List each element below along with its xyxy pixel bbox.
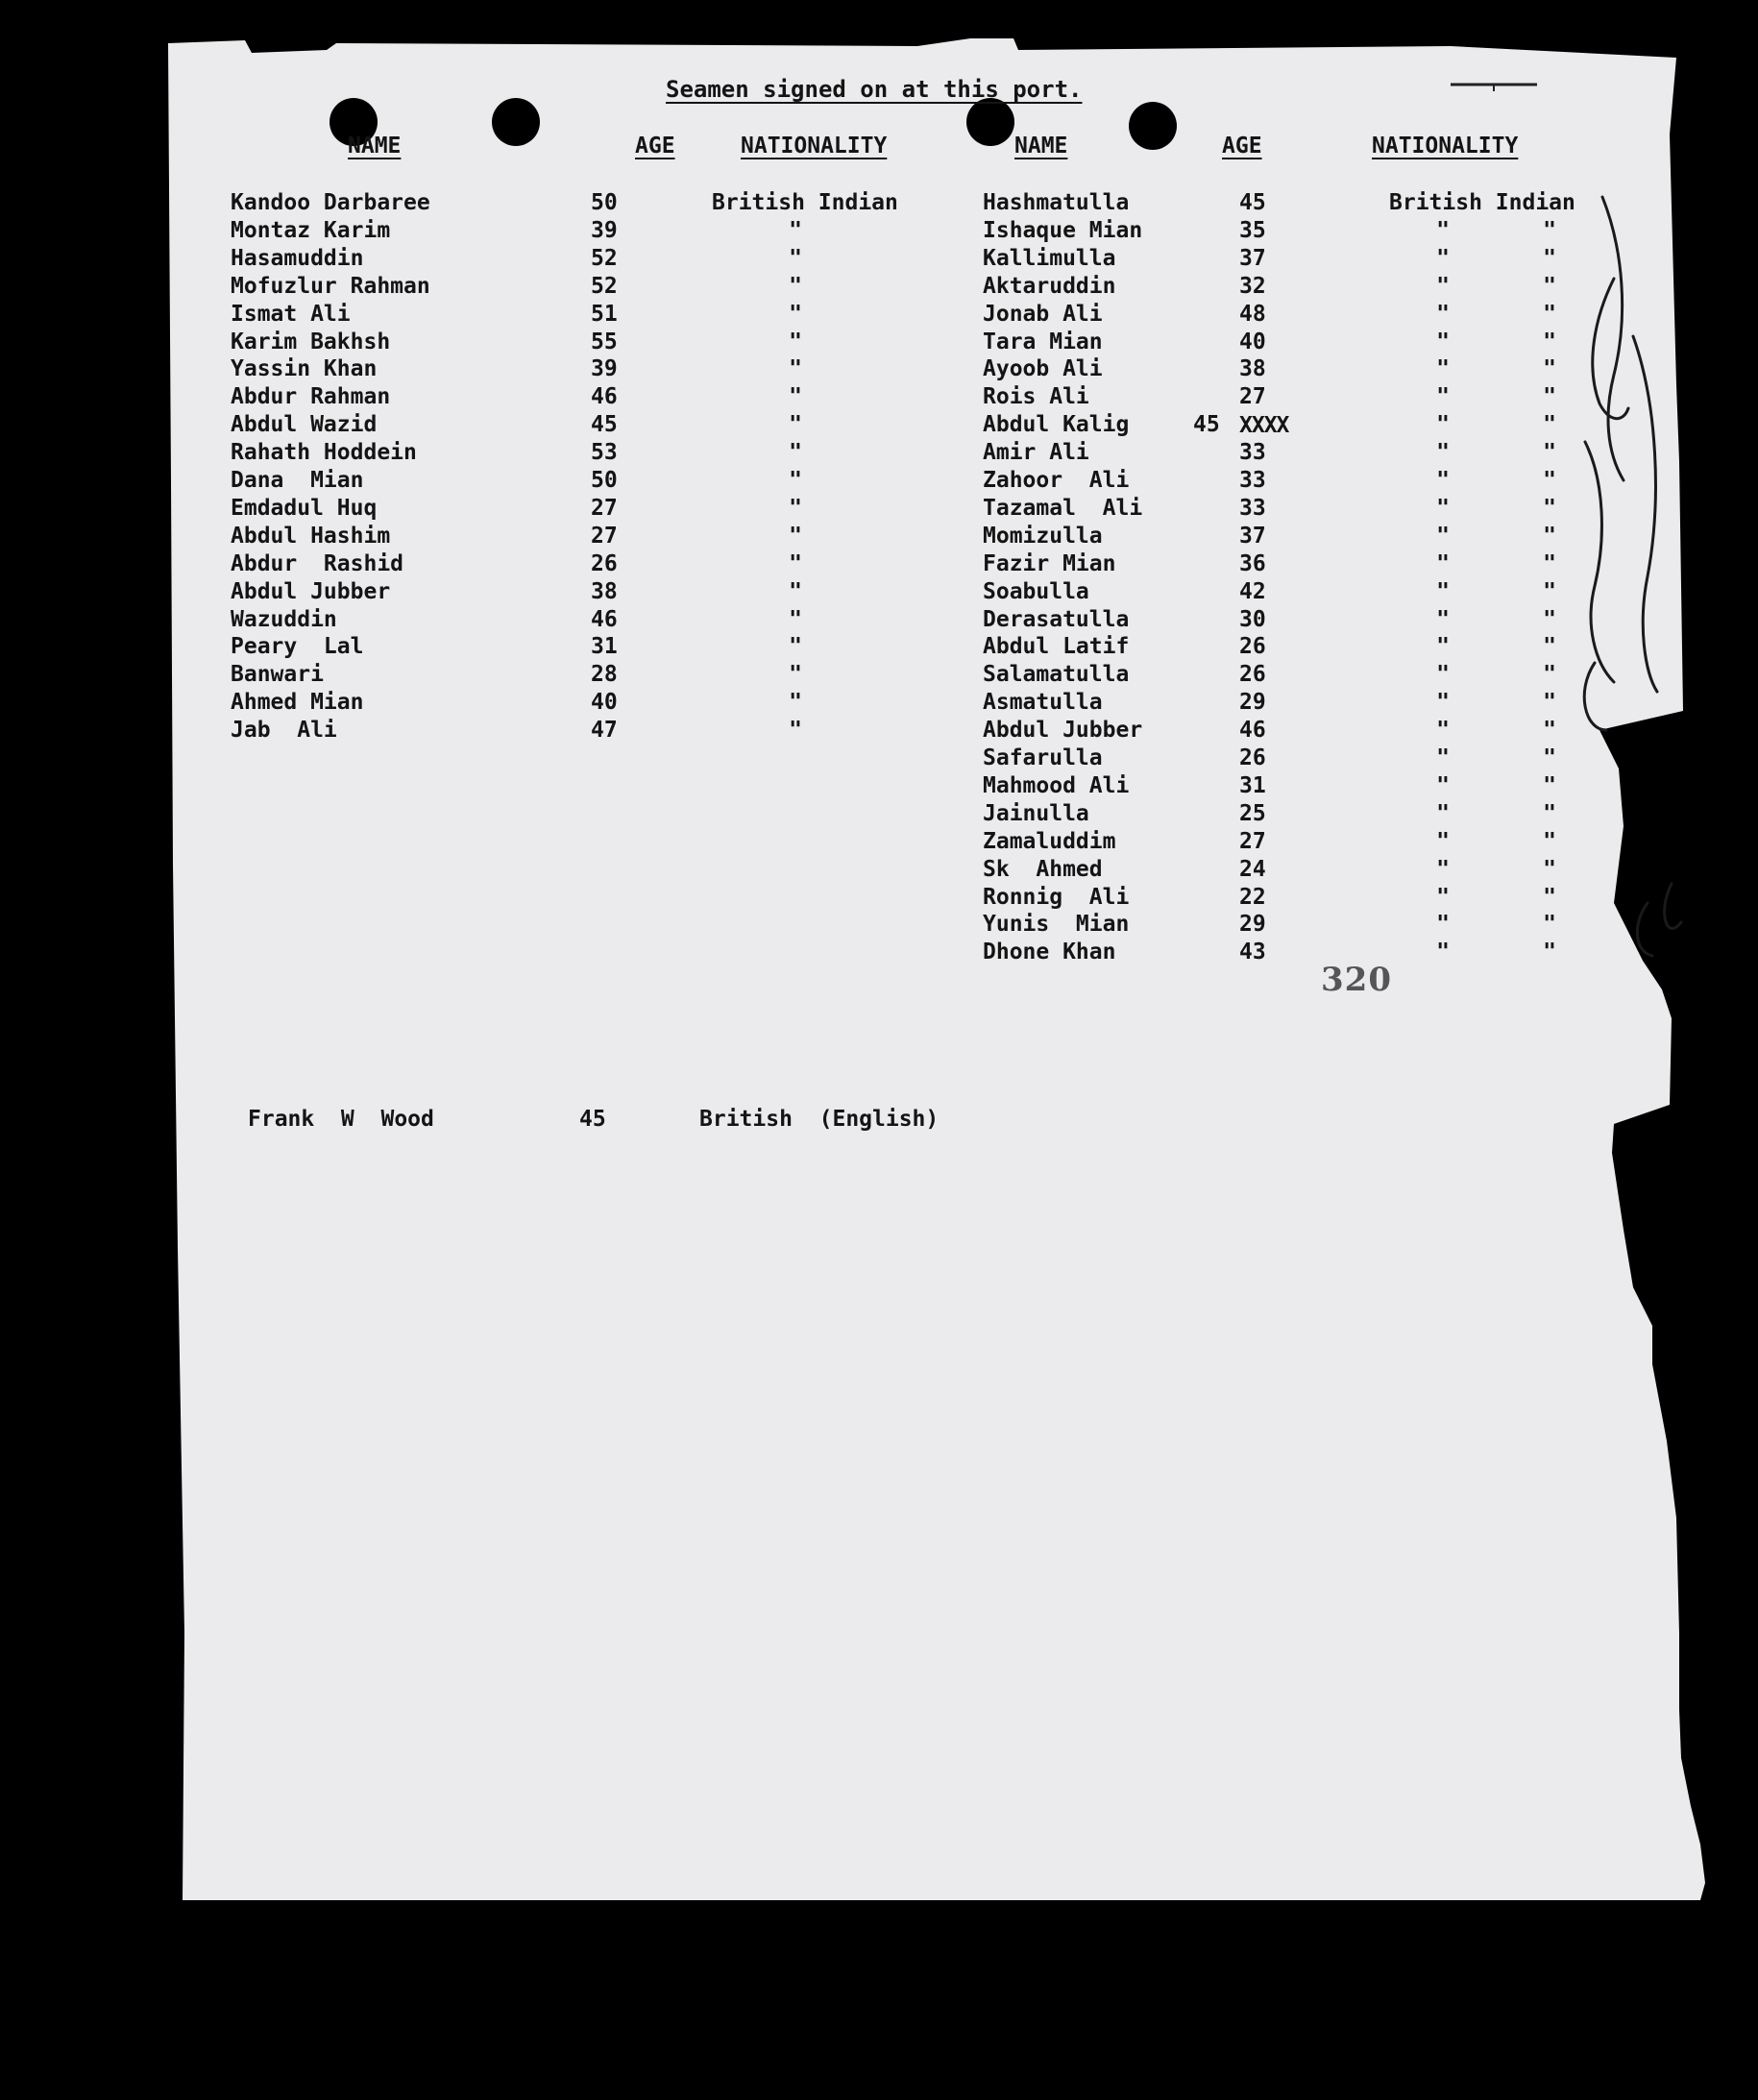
right-seaman-name: Soabulla (983, 579, 1089, 604)
right-seaman-name: Tara Mian (983, 330, 1103, 354)
left-seaman-age: 50 (591, 468, 618, 493)
right-nationality-ditto: " (1436, 384, 1450, 409)
right-seaman-age: 45 (1193, 412, 1220, 437)
left-nationality-ditto: " (789, 330, 802, 354)
left-seaman-age: 51 (591, 302, 618, 327)
right-nationality-ditto: " (1436, 718, 1450, 743)
left-seaman-name: Wazuddin (231, 607, 337, 632)
left-seaman-age: 50 (591, 190, 618, 215)
right-seaman-name: Jonab Ali (983, 302, 1103, 327)
left-seaman-age: 26 (591, 551, 618, 576)
left-nationality-ditto: " (789, 662, 802, 687)
right-nationality-ditto: " (1543, 607, 1556, 632)
right-seaman-age: 35 (1239, 218, 1266, 243)
right-seaman-name: Mahmood Ali (983, 773, 1130, 798)
left-seaman-age: 39 (591, 356, 618, 381)
right-seaman-age: 31 (1239, 773, 1266, 798)
extra-seaman-nationality: British (English) (699, 1107, 940, 1132)
right-nationality-ditto: " (1543, 496, 1556, 521)
right-nationality-ditto: " (1543, 468, 1556, 493)
left-seaman-age: 40 (591, 690, 618, 715)
right-seaman-name: Momizulla (983, 524, 1103, 549)
left-seaman-age: 47 (591, 718, 618, 743)
left-nationality-ditto: " (789, 718, 802, 743)
left-seaman-name: Rahath Hoddein (231, 440, 417, 465)
left-seaman-age: 55 (591, 330, 618, 354)
right-seaman-age: 46 (1239, 718, 1266, 743)
left-nationality-ditto: " (789, 302, 802, 327)
right-seaman-age: 33 (1239, 496, 1266, 521)
right-seaman-name: Hashmatulla (983, 190, 1130, 215)
right-nationality-ditto: " (1436, 440, 1450, 465)
right-nationality-ditto: " (1436, 274, 1450, 299)
left-nationality-ditto: " (789, 634, 802, 659)
right-nationality-ditto: " (1543, 912, 1556, 937)
right-seaman-age: 36 (1239, 551, 1266, 576)
right-seaman-age: 26 (1239, 634, 1266, 659)
right-nationality-ditto: " (1436, 246, 1450, 271)
right-seaman-age: 43 (1239, 940, 1266, 965)
left-seaman-name: Abdur Rahman (231, 384, 391, 409)
right-seaman-name: Sk Ahmed (983, 857, 1103, 882)
right-seaman-age: 33 (1239, 440, 1266, 465)
right-nationality-ditto: " (1436, 745, 1450, 770)
right-seaman-age: 32 (1239, 274, 1266, 299)
right-seaman-name: Yunis Mian (983, 912, 1130, 937)
left-seaman-age: 46 (591, 607, 618, 632)
left-seaman-name: Emdadul Huq (231, 496, 378, 521)
right-nationality-ditto: " (1543, 857, 1556, 882)
right-seaman-name: Derasatulla (983, 607, 1130, 632)
right-nationality-ditto: " (1436, 551, 1450, 576)
right-nationality-ditto: " (1543, 634, 1556, 659)
right-seaman-name: Ronnig Ali (983, 885, 1130, 910)
right-seaman-name: Tazamal Ali (983, 496, 1143, 521)
left-seaman-name: Mofuzlur Rahman (231, 274, 430, 299)
right-seaman-name: Zahoor Ali (983, 468, 1130, 493)
right-seaman-age: 24 (1239, 857, 1266, 882)
right-seaman-age: 22 (1239, 885, 1266, 910)
left-seaman-age: 52 (591, 246, 618, 271)
left-nationality-ditto: " (789, 579, 802, 604)
right-nationality-ditto: " (1436, 356, 1450, 381)
right-seaman-age: 30 (1239, 607, 1266, 632)
right-seaman-age: 45 (1239, 190, 1266, 215)
right-nationality-ditto: " (1543, 412, 1556, 437)
left-nationality-ditto: " (789, 496, 802, 521)
left-seaman-age: 39 (591, 218, 618, 243)
right-nationality-ditto: " (1543, 745, 1556, 770)
right-seaman-age: 26 (1239, 745, 1266, 770)
right-seaman-name: Abdul Jubber (983, 718, 1143, 743)
page-number: 320 (1321, 961, 1392, 999)
left-seaman-age: 53 (591, 440, 618, 465)
right-nationality-ditto: " (1543, 246, 1556, 271)
right-nationality-ditto: " (1436, 857, 1450, 882)
right-nationality-ditto: " (1543, 801, 1556, 826)
right-nationality-ditto: " (1436, 885, 1450, 910)
left-seaman-name: Peary Lal (231, 634, 364, 659)
right-nationality-ditto: " (1436, 773, 1450, 798)
right-seaman-age: 26 (1239, 662, 1266, 687)
left-nationality-ditto: " (789, 551, 802, 576)
right-nationality-ditto: " (1543, 662, 1556, 687)
right-seaman-name: Abdul Kalig (983, 412, 1130, 437)
right-seaman-age: 27 (1239, 829, 1266, 854)
left-seaman-age: 27 (591, 496, 618, 521)
right-seaman-age: 29 (1239, 912, 1266, 937)
right-nationality-ditto: " (1543, 718, 1556, 743)
right-seaman-age: 48 (1239, 302, 1266, 327)
right-nationality-ditto: " (1436, 801, 1450, 826)
left-seaman-name: Dana Mian (231, 468, 364, 493)
right-seaman-age: 38 (1239, 356, 1266, 381)
right-seaman-name: Fazir Mian (983, 551, 1116, 576)
right-nationality-ditto: " (1543, 218, 1556, 243)
right-nationality-ditto: " (1436, 607, 1450, 632)
right-seaman-age: 25 (1239, 801, 1266, 826)
left-seaman-name: Ahmed Mian (231, 690, 364, 715)
right-seaman-name: Safarulla (983, 745, 1103, 770)
right-seaman-age: 37 (1239, 246, 1266, 271)
left-seaman-age: 45 (591, 412, 618, 437)
right-nationality-ditto: " (1436, 218, 1450, 243)
right-nationality-ditto: " (1543, 829, 1556, 854)
left-seaman-name: Banwari (231, 662, 324, 687)
left-age-header: AGE (635, 134, 675, 159)
right-nationality-ditto: " (1436, 912, 1450, 937)
right-seaman-name: Aktaruddin (983, 274, 1116, 299)
right-seaman-name: Asmatulla (983, 690, 1103, 715)
left-nationality-ditto: " (789, 468, 802, 493)
right-seaman-age: 33 (1239, 468, 1266, 493)
left-seaman-name: Ismat Ali (231, 302, 351, 327)
left-nationality-ditto: " (789, 218, 802, 243)
left-nationality-ditto: " (789, 384, 802, 409)
left-nationality-ditto: " (789, 412, 802, 437)
right-name-header: NAME (1014, 134, 1068, 159)
right-seaman-name: Kallimulla (983, 246, 1116, 271)
right-seaman-nationality: British Indian (1389, 190, 1575, 215)
right-nationality-ditto: " (1436, 496, 1450, 521)
right-nationality-ditto: " (1543, 440, 1556, 465)
left-nationality-ditto: " (789, 356, 802, 381)
document-title: Seamen signed on at this port. (666, 76, 1083, 103)
right-nationality-ditto: " (1543, 690, 1556, 715)
right-nationality-ditto: " (1543, 551, 1556, 576)
right-nationality-ditto: " (1436, 524, 1450, 549)
right-nationality-ditto: " (1543, 524, 1556, 549)
right-seaman-age: 29 (1239, 690, 1266, 715)
right-seaman-name: Ishaque Mian (983, 218, 1143, 243)
left-seaman-name: Abdur Rashid (231, 551, 404, 576)
right-nationality-header: NATIONALITY (1372, 134, 1519, 159)
right-seaman-age: 37 (1239, 524, 1266, 549)
left-nationality-ditto: " (789, 524, 802, 549)
right-seaman-age: 27 (1239, 384, 1266, 409)
struck-out-text: XXXX (1239, 413, 1289, 438)
right-seaman-name: Rois Ali (983, 384, 1089, 409)
right-nationality-ditto: " (1543, 885, 1556, 910)
right-nationality-ditto: " (1436, 468, 1450, 493)
right-nationality-ditto: " (1543, 302, 1556, 327)
left-seaman-age: 28 (591, 662, 618, 687)
right-seaman-name: Salamatulla (983, 662, 1130, 687)
left-seaman-name: Montaz Karim (231, 218, 391, 243)
right-nationality-ditto: " (1436, 330, 1450, 354)
right-nationality-ditto: " (1543, 579, 1556, 604)
right-seaman-name: Dhone Khan (983, 940, 1116, 965)
right-seaman-name: Jainulla (983, 801, 1089, 826)
left-seaman-age: 52 (591, 274, 618, 299)
left-nationality-ditto: " (789, 440, 802, 465)
left-seaman-name: Abdul Hashim (231, 524, 391, 549)
left-nationality-header: NATIONALITY (741, 134, 888, 159)
left-name-header: NAME (348, 134, 402, 159)
right-nationality-ditto: " (1543, 940, 1556, 965)
left-seaman-name: Yassin Khan (231, 356, 378, 381)
right-nationality-ditto: " (1436, 302, 1450, 327)
left-seaman-name: Jab Ali (231, 718, 337, 743)
left-seaman-age: 27 (591, 524, 618, 549)
left-seaman-age: 38 (591, 579, 618, 604)
left-seaman-age: 46 (591, 384, 618, 409)
left-seaman-name: Kandoo Darbaree (231, 190, 430, 215)
right-seaman-age: 40 (1239, 330, 1266, 354)
right-seaman-age: 42 (1239, 579, 1266, 604)
left-seaman-nationality: British Indian (712, 190, 898, 215)
right-nationality-ditto: " (1436, 634, 1450, 659)
right-nationality-ditto: " (1436, 579, 1450, 604)
right-nationality-ditto: " (1436, 829, 1450, 854)
left-nationality-ditto: " (789, 607, 802, 632)
right-nationality-ditto: " (1543, 384, 1556, 409)
right-nationality-ditto: " (1543, 773, 1556, 798)
left-seaman-name: Abdul Wazid (231, 412, 378, 437)
right-seaman-name: Amir Ali (983, 440, 1089, 465)
right-seaman-name: Abdul Latif (983, 634, 1130, 659)
left-nationality-ditto: " (789, 246, 802, 271)
left-seaman-name: Hasamuddin (231, 246, 364, 271)
left-seaman-name: Abdul Jubber (231, 579, 391, 604)
left-seaman-age: 31 (591, 634, 618, 659)
right-nationality-ditto: " (1436, 412, 1450, 437)
left-nationality-ditto: " (789, 690, 802, 715)
extra-seaman-name: Frank W Wood (248, 1107, 434, 1132)
right-seaman-name: Ayoob Ali (983, 356, 1103, 381)
right-nationality-ditto: " (1543, 274, 1556, 299)
right-age-header: AGE (1222, 134, 1262, 159)
right-nationality-ditto: " (1543, 330, 1556, 354)
right-nationality-ditto: " (1543, 356, 1556, 381)
right-nationality-ditto: " (1436, 940, 1450, 965)
left-nationality-ditto: " (789, 274, 802, 299)
left-seaman-name: Karim Bakhsh (231, 330, 391, 354)
right-seaman-name: Zamaluddim (983, 829, 1116, 854)
right-nationality-ditto: " (1436, 662, 1450, 687)
right-nationality-ditto: " (1436, 690, 1450, 715)
extra-seaman-age: 45 (579, 1107, 606, 1132)
